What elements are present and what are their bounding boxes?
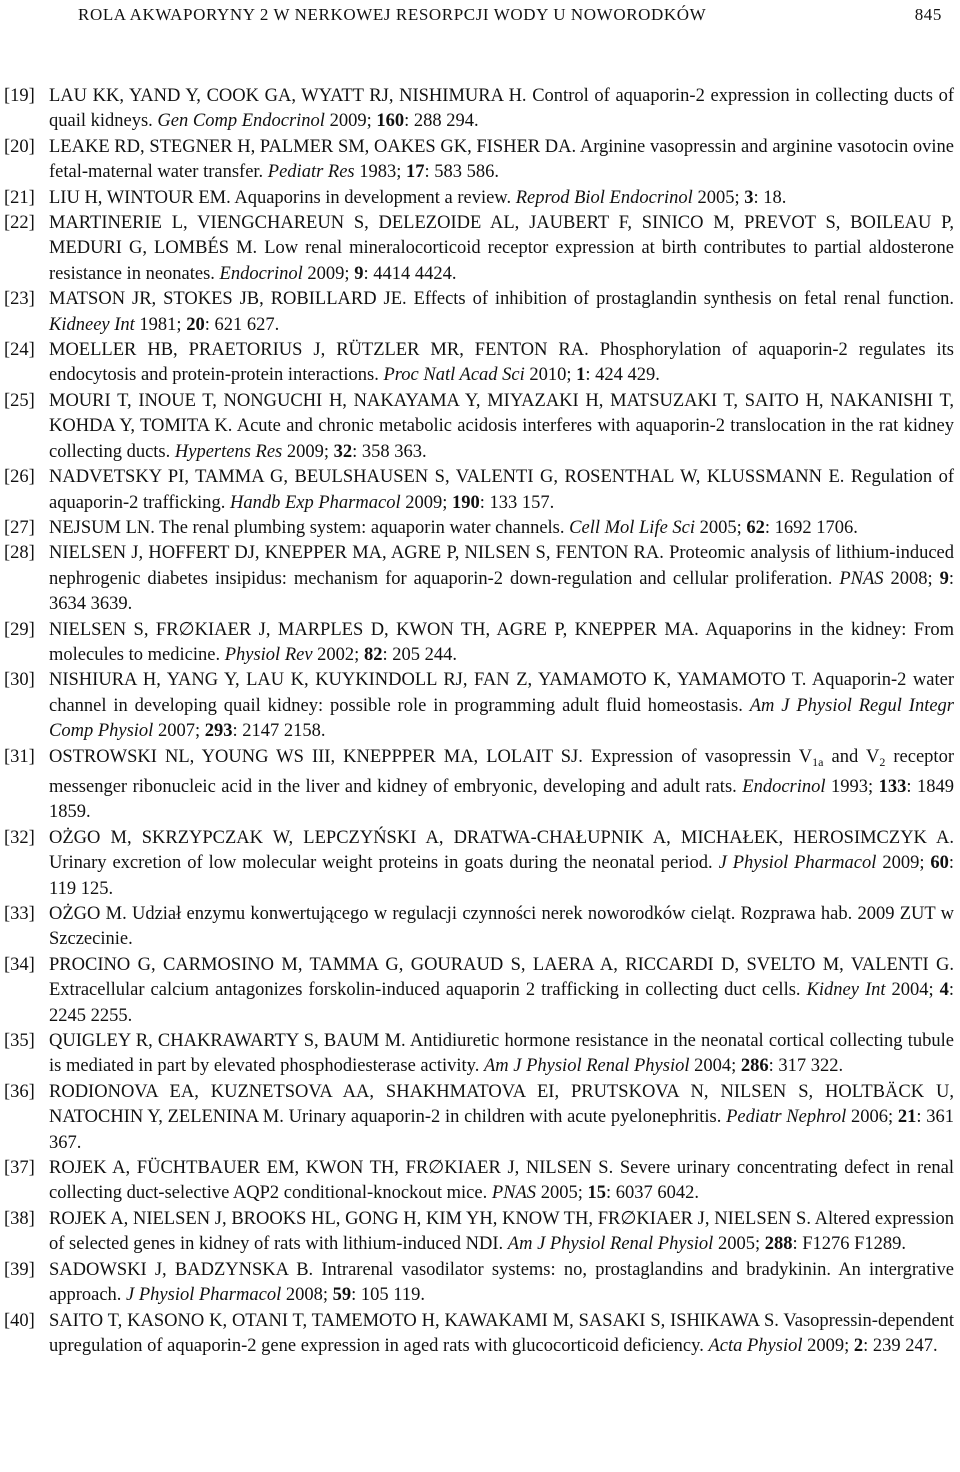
reference-pages: : 18. <box>753 187 787 208</box>
reference-journal: Proc Natl Acad Sci <box>383 365 525 386</box>
reference-title: Aquaporins in the kidney: From molecules to medicine. <box>49 619 954 665</box>
reference-volume: 1 <box>576 365 586 386</box>
reference-number: [22] <box>4 213 35 234</box>
reference-entry <box>4 389 954 465</box>
reference-number: [26] <box>4 467 35 488</box>
reference-title: Expression of vasopressin V <box>590 746 813 767</box>
reference-title: Aquaporin-2 water channel in developing quail kidney: possible role in programming adult fluid homeostasis. <box>49 670 954 716</box>
running-header <box>78 4 942 26</box>
reference-journal: Hypertens Res <box>174 441 283 462</box>
reference-title: Effects of inhibition of prostaglandin synthesis on fetal renal function. <box>413 289 954 310</box>
reference-title: Antidiuretic hormone resistance in the neonatal cortical collecting tubule is mediated in part by elevated phosphodiesterase activity. <box>49 1031 954 1077</box>
reference-volume: 293 <box>204 721 233 742</box>
reference-number: [29] <box>4 619 35 640</box>
reference-title: Altered expression of selected genes in kidney of rats with lithium-induced NDI. <box>49 1208 954 1255</box>
reference-journal: Handb Exp Pharmacol <box>230 492 401 513</box>
reference-authors: NIELSEN J, HOFFERT DJ, KNEPPER MA, AGRE P, NILSEN S, FENTON RA. <box>49 543 664 564</box>
reference-number: [27] <box>4 517 35 538</box>
reference-journal: J Physiol Pharmacol <box>126 1285 282 1306</box>
reference-year: 2009; <box>329 111 372 132</box>
reference-volume: 17 <box>406 162 425 183</box>
reference-authors: ROJEK A, FÜCHTBAUER EM, KWON TH, FR∅KIAER J, NILSEN S. <box>49 1158 614 1179</box>
reference-number: [20] <box>4 136 35 157</box>
reference-number: [31] <box>4 746 35 767</box>
reference-number: [28] <box>4 543 35 564</box>
reference-authors: NEJSUM LN. <box>49 517 155 538</box>
reference-journal: Physiol Rev <box>224 644 313 665</box>
reference-journal: Endocrinol <box>219 263 303 284</box>
reference-year: 2002; <box>317 644 360 665</box>
reference-title: receptor messenger ribonucleic acid in the liver and kidney of embryonic, developing and adult rats. <box>49 746 954 797</box>
reference-number: [19] <box>4 86 35 106</box>
reference-title: Extracellular calcium antagonizes forskolin-induced aquaporin 2 trafficking in collecting duct cells. <box>49 980 801 1001</box>
reference-title: Severe urinary concentrating defect in renal collecting duct-selective AQP2 conditional-knockout mice. <box>49 1158 955 1204</box>
reference-entry <box>4 826 954 902</box>
reference-pages: : 1692 1706. <box>764 517 858 538</box>
reference-journal: Kidney Int <box>806 980 886 1001</box>
reference-pages: : 361 367. <box>49 1107 955 1153</box>
reference-journal: Pediatr Res <box>267 162 355 183</box>
reference-journal: Am J Physiol Renal Physiol <box>507 1234 714 1255</box>
reference-number: [32] <box>4 827 35 848</box>
reference-entry <box>4 668 954 744</box>
reference-pages: : 3634 3639. <box>49 568 955 615</box>
reference-number: [25] <box>4 390 35 411</box>
reference-pages: : 621 627. <box>204 314 280 335</box>
reference-volume: 2 <box>853 1335 864 1356</box>
reference-authors: MOELLER HB, PRAETORIUS J, RÜTZLER MR, FENTON RA. <box>49 340 589 361</box>
reference-journal: Acta Physiol <box>708 1335 803 1356</box>
reference-entry <box>4 1156 954 1207</box>
reference-journal: PNAS <box>839 568 884 589</box>
reference-journal: Am J Physiol Regul Integr Comp Physiol <box>49 695 955 742</box>
reference-authors: MARTINERIE L, VIENGCHAREUN S, DELEZOIDE AL, JAUBERT F, SINICO M, PREVOT S, BOILEAU P, MEDURI G, LOMBÉS M. <box>49 213 954 259</box>
reference-entry <box>4 1029 954 1080</box>
reference-title: Control of aquaporin-2 expression in collecting ducts of quail kidneys. <box>49 86 954 132</box>
reference-year: 2004; <box>891 980 934 1001</box>
reference-pages: : 6037 6042. <box>605 1183 699 1204</box>
reference-entry <box>4 902 954 953</box>
reference-year: 2005; <box>717 1234 761 1255</box>
reference-number: [23] <box>4 289 35 310</box>
reference-year: 2008; <box>285 1285 328 1306</box>
reference-authors: LAU KK, YAND Y, COOK GA, WYATT RJ, NISHIMURA H. <box>49 86 527 106</box>
reference-volume: 60 <box>930 853 949 874</box>
reference-pages: : 2147 2158. <box>232 721 326 742</box>
reference-entry <box>4 135 954 186</box>
reference-title: Arginine vasopressin and arginine vasotocin ovine fetal-maternal water transfer. <box>49 136 954 183</box>
reference-authors: MOURI T, INOUE T, NONGUCHI H, NAKAYAMA Y, MIYAZAKI H, MATSUZAKI T, SAITO H, NAKANISHI T, KOHDA Y, TOMITA K. <box>49 390 954 437</box>
reference-number: [33] <box>4 904 35 924</box>
reference-year: 2009; <box>807 1335 850 1356</box>
reference-journal: Endocrinol <box>742 776 826 797</box>
reference-title: Aquaporins in development a review. <box>234 187 512 208</box>
reference-volume: 62 <box>746 517 765 538</box>
reference-pages: : 424 429. <box>585 365 660 386</box>
reference-volume: 59 <box>332 1285 352 1306</box>
reference-title: Urinary aquaporin-2 in children with acute pyelonephritis. <box>288 1107 722 1128</box>
reference-pages: : 105 119. <box>351 1285 425 1306</box>
reference-entry <box>4 1207 954 1258</box>
reference-pages: : 583 586. <box>424 162 500 183</box>
reference-entry <box>4 1258 954 1309</box>
reference-number: [34] <box>4 954 35 975</box>
reference-title: Low renal mineralocorticoid receptor expression at birth contributes to partial aldosterone resistance in neonates. <box>49 238 954 284</box>
reference-number: [30] <box>4 670 35 691</box>
reference-entry <box>4 211 954 287</box>
reference-journal: J Physiol Pharmacol <box>718 853 877 874</box>
reference-authors: OSTROWSKI NL, YOUNG WS III, KNEPPPER MA, LOLAIT SJ. <box>49 746 583 767</box>
reference-volume: 9 <box>939 568 949 589</box>
reference-authors: NIELSEN S, FR∅KIAER J, MARPLES D, KWON TH, AGRE P, KNEPPER MA. <box>49 619 699 640</box>
reference-pages: : 1849 1859. <box>49 776 955 823</box>
reference-title: Udział enzymu konwertującego w regulacji czynności nerek noworodków cieląt. Rozprawa hab. 2009 ZUT w Szczecinie. <box>49 904 954 950</box>
reference-authors: SADOWSKI J, BADZYNSKA B. <box>49 1259 314 1280</box>
reference-pages: : 205 244. <box>382 644 457 665</box>
reference-volume: 20 <box>186 314 205 335</box>
subscript: 2 <box>879 754 886 769</box>
reference-journal: Gen Comp Endocrinol <box>157 111 325 132</box>
reference-year: 1981; <box>139 314 182 335</box>
reference-volume: 190 <box>451 492 480 513</box>
reference-year: 2009; <box>405 492 448 513</box>
reference-pages: : 317 322. <box>768 1056 844 1077</box>
reference-title: Regulation of aquaporin-2 trafficking. <box>49 467 955 513</box>
reference-entry <box>4 1309 954 1360</box>
reference-title: Intrarenal vasodilator systems: no, prostaglandins and bradykinin. An intergrative approach. <box>49 1259 954 1306</box>
reference-entry <box>4 287 954 338</box>
reference-title: Proteomic analysis of lithium-induced nephrogenic diabetes insipidus: mechanism for aquaporin-2 down-regulation and cellular proliferation. <box>49 543 954 589</box>
reference-journal: Cell Mol Life Sci <box>569 517 696 538</box>
reference-volume: 133 <box>878 776 907 797</box>
reference-authors: LIU H, WINTOUR EM. <box>49 187 231 208</box>
reference-pages: : 2245 2255. <box>49 980 955 1026</box>
reference-journal: Kidneey Int <box>49 314 135 335</box>
reference-title: Acute and chronic metabolic acidosis interferes with aquaporin-2 translocation in the rat kidney collecting ducts. <box>49 416 954 462</box>
reference-journal: PNAS <box>491 1183 537 1204</box>
reference-journal: Pediatr Nephrol <box>726 1107 847 1128</box>
reference-entry <box>4 618 954 669</box>
running-title: ROLA AKWAPORYNY 2 W NERKOWEJ RESORPCJI WODY U NOWORODKÓW <box>78 5 707 24</box>
reference-entry <box>4 465 954 516</box>
reference-year: 2008; <box>890 568 933 589</box>
reference-pages: : 119 125. <box>49 853 955 899</box>
reference-year: 2009; <box>286 441 330 462</box>
reference-volume: 3 <box>744 187 754 208</box>
reference-number: [39] <box>4 1259 35 1280</box>
reference-volume: 21 <box>897 1107 917 1128</box>
reference-entry <box>4 745 954 826</box>
reference-authors: PROCINO G, CARMOSINO M, TAMMA G, GOURAUD S, LAERA A, RICCARDI D, SVELTO M, VALENTI G. <box>49 954 954 975</box>
reference-year: 2007; <box>157 721 201 742</box>
reference-year: 2005; <box>540 1183 583 1204</box>
reference-number: [38] <box>4 1208 35 1229</box>
reference-year: 2004; <box>694 1056 737 1077</box>
reference-volume: 9 <box>354 263 364 284</box>
reference-entry <box>4 1080 954 1156</box>
reference-title: and V <box>823 746 880 767</box>
reference-pages: : 358 363. <box>352 441 427 462</box>
reference-entry <box>4 186 954 211</box>
reference-authors: LEAKE RD, STEGNER H, PALMER SM, OAKES GK, FISHER DA. <box>49 136 577 157</box>
reference-year: 2009; <box>307 263 350 284</box>
reference-authors: NISHIURA H, YANG Y, LAU K, KUYKINDOLL RJ, FAN Z, YAMAMOTO K, YAMAMOTO T. <box>49 670 807 691</box>
reference-entry <box>4 541 954 617</box>
reference-title: Phosphorylation of aquaporin-2 regulates its endocytosis and protein-protein interactions. <box>49 340 955 386</box>
reference-volume: 160 <box>376 111 405 132</box>
reference-authors: OŻGO M, SKRZYPCZAK W, LEPCZYŃSKI A, DRATWA-CHAŁUPNIK A, MICHAŁEK, HEROSIMCZYK A. <box>49 827 954 848</box>
reference-volume: 82 <box>363 644 383 665</box>
reference-entry <box>4 338 954 389</box>
reference-year: 2006; <box>851 1107 894 1128</box>
reference-volume: 288 <box>764 1234 793 1255</box>
reference-entry <box>4 516 954 541</box>
subscript: 1a <box>812 754 824 769</box>
reference-pages: : 239 247. <box>863 1335 938 1356</box>
reference-number: [36] <box>4 1081 35 1102</box>
reference-authors: NADVETSKY PI, TAMMA G, BEULSHAUSEN S, VALENTI G, ROSENTHAL W, KLUSSMANN E. <box>49 467 845 488</box>
reference-year: 1993; <box>831 776 874 797</box>
reference-year: 2005; <box>697 187 740 208</box>
reference-authors: ROJEK A, NIELSEN J, BROOKS HL, GONG H, KIM YH, KNOW TH, FR∅KIAER J, NIELSEN S. <box>49 1208 811 1229</box>
reference-journal: Am J Physiol Renal Physiol <box>483 1056 690 1077</box>
reference-volume: 15 <box>587 1183 606 1204</box>
reference-volume: 4 <box>939 980 949 1001</box>
reference-number: [24] <box>4 340 35 361</box>
reference-entry <box>4 84 954 135</box>
reference-authors: OŻGO M. <box>49 904 127 924</box>
reference-year: 2009; <box>882 853 925 874</box>
reference-number: [21] <box>4 187 35 208</box>
reference-number: [37] <box>4 1158 35 1179</box>
reference-year: 1983; <box>359 162 402 183</box>
reference-journal: Reprod Biol Endocrinol <box>515 187 693 208</box>
reference-volume: 286 <box>740 1056 769 1077</box>
reference-volume: 32 <box>333 441 353 462</box>
reference-authors: SAITO T, KASONO K, OTANI T, TAMEMOTO H, KAWAKAMI M, SASAKI S, ISHIKAWA S. <box>49 1310 779 1331</box>
reference-authors: MATSON JR, STOKES JB, ROBILLARD JE. <box>49 289 407 310</box>
page-number: 845 <box>914 5 942 24</box>
reference-pages: : 288 294. <box>404 111 479 132</box>
reference-authors: RODIONOVA EA, KUZNETSOVA AA, SHAKHMATOVA EI, PRUTSKOVA N, NILSEN S, HOLTBÄCK U, NATOCHIN Y, ZELENINA M. <box>49 1081 954 1128</box>
reference-list <box>4 84 954 1359</box>
reference-pages: : 4414 4424. <box>363 263 457 284</box>
reference-pages: : 133 157. <box>479 492 555 513</box>
reference-number: [35] <box>4 1031 35 1052</box>
reference-number: [40] <box>4 1310 35 1331</box>
reference-authors: QUIGLEY R, CHAKRAWARTY S, BAUM M. <box>49 1031 406 1052</box>
reference-year: 2005; <box>699 517 742 538</box>
reference-title: Vasopressin-dependent upregulation of aquaporin-2 gene expression in aged rats with glucocorticoid deficiency. <box>49 1310 954 1356</box>
reference-year: 2010; <box>529 365 572 386</box>
reference-pages: : F1276 F1289. <box>792 1234 907 1255</box>
reference-title: The renal plumbing system: aquaporin water channels. <box>159 517 565 538</box>
reference-entry <box>4 953 954 1029</box>
reference-title: Urinary excretion of low molecular weight proteins in goats during the neonatal period. <box>49 853 713 874</box>
